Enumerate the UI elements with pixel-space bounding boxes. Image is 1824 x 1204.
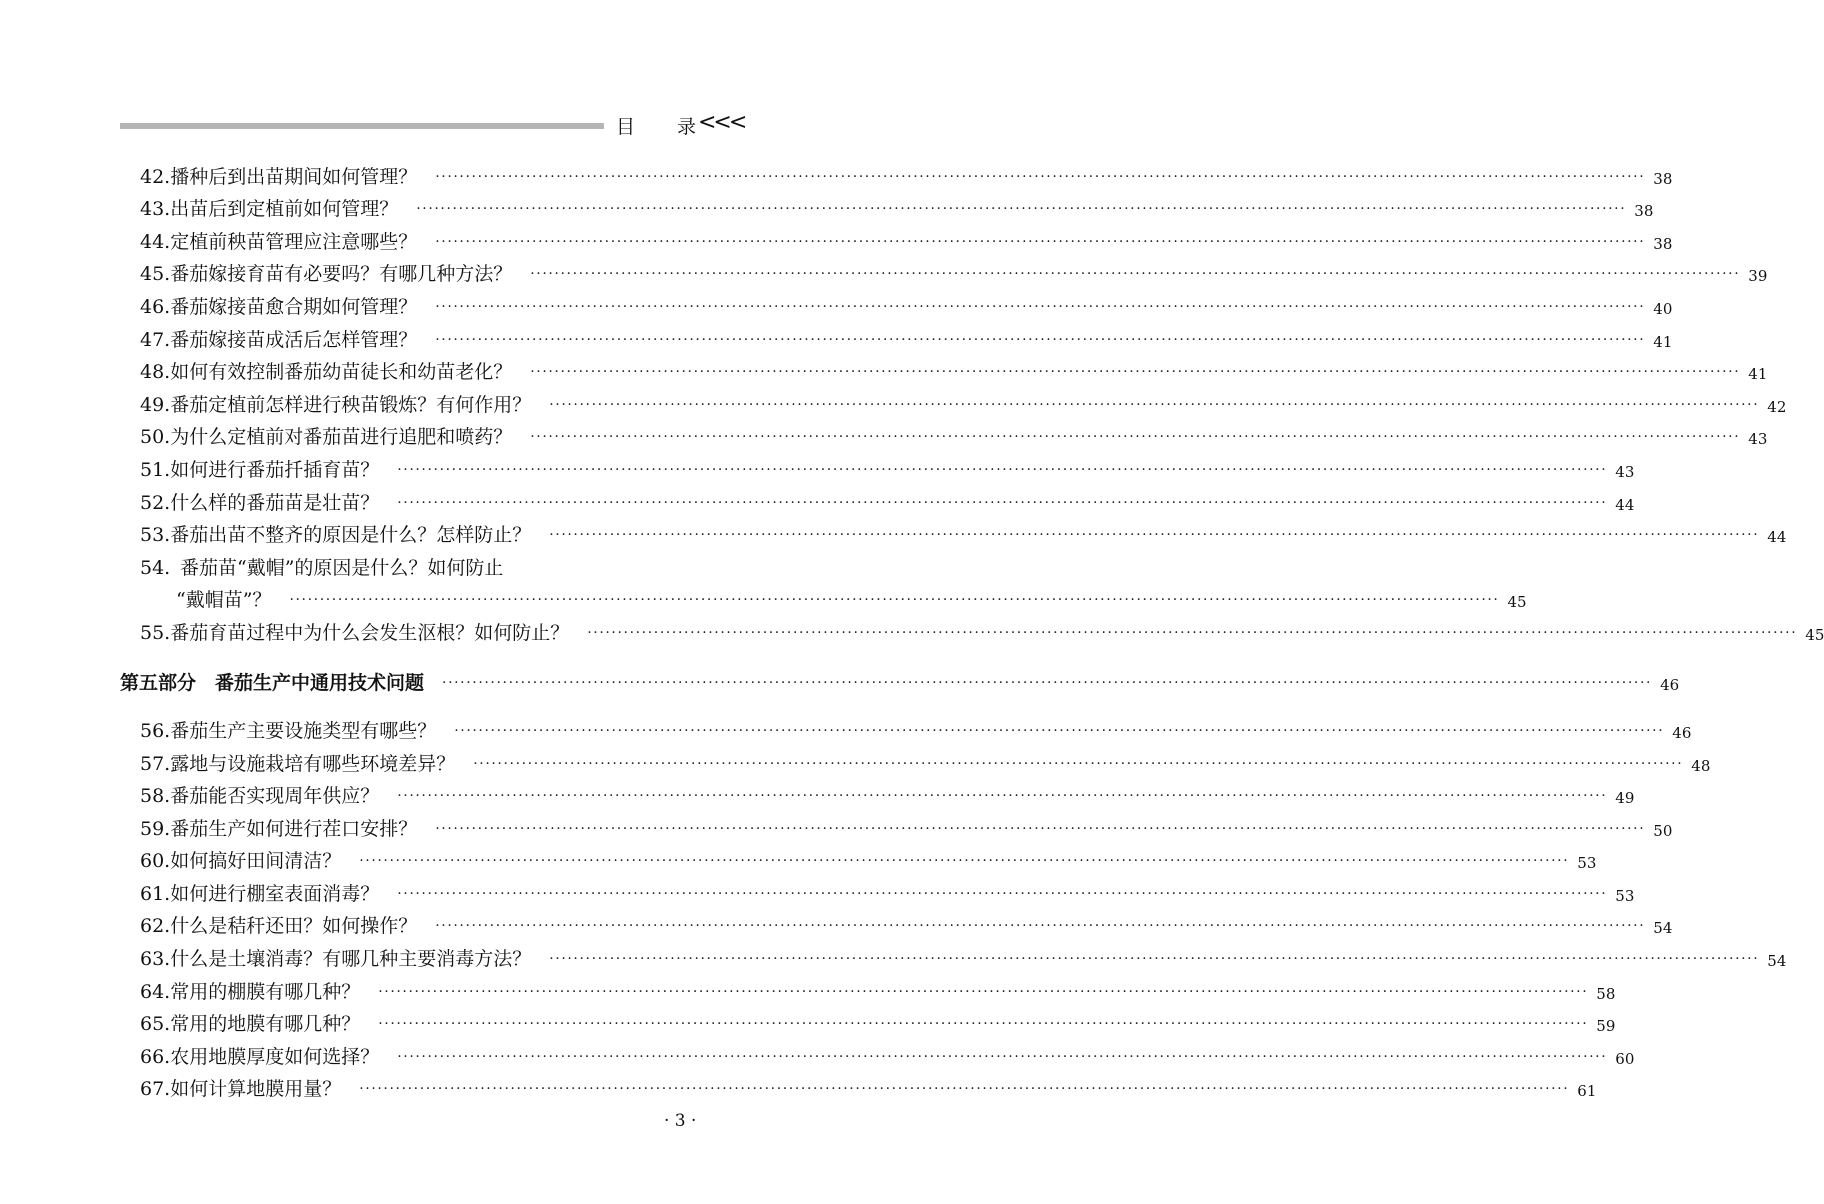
dot-leader: ········································································································································································································ xyxy=(530,429,1741,446)
toc-entry-number: 65. xyxy=(140,1013,171,1036)
toc-entry[interactable] xyxy=(120,415,1768,449)
dot-leader: ········································································································································································································ xyxy=(359,853,1570,870)
toc-entry-page: 45 xyxy=(1507,593,1527,612)
running-header xyxy=(120,110,745,140)
toc-entry[interactable] xyxy=(120,480,1635,514)
toc-entry[interactable] xyxy=(120,969,1616,1003)
toc-entry-number: 56. xyxy=(140,719,171,742)
toc-entry-title: 出苗后到定植前如何管理？ xyxy=(170,198,399,221)
toc-entry-page: 53 xyxy=(1577,854,1597,873)
toc-entry-page: 42 xyxy=(1767,397,1787,416)
dot-leader: ········································································································································································································ xyxy=(378,983,1589,1000)
toc-entry[interactable] xyxy=(120,1002,1616,1036)
dot-leader: ········································································································································································································ xyxy=(397,788,1608,805)
toc-entry-page: 53 xyxy=(1615,886,1635,905)
dot-leader: ········································································································································································································ xyxy=(454,722,1665,739)
header-title xyxy=(616,112,698,139)
toc-entry-page: 59 xyxy=(1596,1017,1616,1036)
toc-entry-number: 58. xyxy=(140,785,171,808)
dot-leader: ········································································································································································································ xyxy=(442,674,1653,691)
toc-entry-title: 番茄嫁接育苗有必要吗？有哪几种方法？ xyxy=(170,263,513,286)
toc-entry-page: 54 xyxy=(1767,952,1787,971)
dot-leader: ········································································································································································································ xyxy=(435,918,1646,935)
dot-leader: ········································································································································································································ xyxy=(530,364,1741,381)
toc-entry-title: 为什么定植前对番茄苗进行追肥和喷药？ xyxy=(170,426,513,449)
toc-entry[interactable] xyxy=(120,447,1635,481)
toc-entry-title: 番茄生产如何进行茬口安排？ xyxy=(170,817,418,840)
dot-leader: ········································································································································································································ xyxy=(378,1016,1589,1033)
toc-entry[interactable] xyxy=(120,187,1654,221)
toc-entry-page: 43 xyxy=(1748,430,1768,449)
dot-leader: ········································································································································································································ xyxy=(435,331,1646,348)
toc-entry-title: 常用的棚膜有哪几种？ xyxy=(170,980,361,1003)
toc-entry-title: 如何进行番茄扦插育苗？ xyxy=(170,458,380,481)
page-number: · 3 · xyxy=(664,1111,697,1131)
toc-entry[interactable] xyxy=(120,252,1768,286)
toc-entry-page: 46 xyxy=(1672,723,1692,742)
dot-leader: ········································································································································································································ xyxy=(289,592,1500,609)
toc-entry-number: 63. xyxy=(140,948,171,971)
dot-leader: ········································································································································································································ xyxy=(397,494,1608,511)
dot-leader: ········································································································································································································ xyxy=(435,820,1646,837)
toc-entry-page: 38 xyxy=(1634,202,1654,221)
toc-entry-page: 40 xyxy=(1653,299,1673,318)
toc-entry-number: 61. xyxy=(140,882,171,905)
toc-entry-number: 53. xyxy=(140,524,171,547)
toc-entry-number: 64. xyxy=(140,980,171,1003)
dot-leader: ········································································································································································································ xyxy=(530,266,1741,283)
toc-entry-number: 67. xyxy=(140,1078,171,1101)
toc-entry-number: 42. xyxy=(140,165,171,188)
toc-entry[interactable] xyxy=(120,839,1597,873)
toc-entry-number: 50. xyxy=(140,426,171,449)
toc-entry[interactable] xyxy=(120,1067,1597,1101)
toc-entry[interactable] xyxy=(120,806,1673,840)
toc-entry[interactable] xyxy=(120,578,1527,612)
toc-entry-title: “戴帽苗”？ xyxy=(176,589,272,612)
toc-entry-title: 番茄生产主要设施类型有哪些？ xyxy=(170,719,437,742)
toc-entry-title: 番茄苗“戴帽”的原因是什么？如何防止 xyxy=(180,556,504,579)
toc-entry[interactable] xyxy=(120,936,1787,971)
toc-entry-number: 45. xyxy=(140,263,171,286)
toc-entry[interactable] xyxy=(120,154,1673,188)
toc-entry-title: 如何有效控制番茄幼苗徒长和幼苗老化？ xyxy=(170,361,513,384)
toc-entry-title: 什么是秸秆还田？如何操作？ xyxy=(170,915,418,938)
dot-leader: ········································································································································································································ xyxy=(359,1081,1570,1098)
toc-entry-page: 58 xyxy=(1596,984,1616,1003)
toc-entry-number: 66. xyxy=(140,1045,171,1068)
toc-entry-page: 39 xyxy=(1748,267,1768,286)
toc-entry[interactable] xyxy=(120,904,1673,938)
toc-entry-page: 41 xyxy=(1748,365,1768,384)
toc-entry-number: 43. xyxy=(140,198,171,221)
toc-entry-number: 47. xyxy=(140,328,171,351)
toc-entry-page: 54 xyxy=(1653,919,1673,938)
dot-leader: ········································································································································································································ xyxy=(416,201,1627,218)
toc-entry-title: 农用地膜厚度如何选择？ xyxy=(170,1045,380,1068)
toc-entry-number: 49. xyxy=(140,393,171,416)
toc-entry-title: 常用的地膜有哪几种？ xyxy=(170,1013,361,1036)
toc-entry[interactable] xyxy=(120,219,1673,253)
toc-entry[interactable] xyxy=(120,610,1824,644)
toc-entry[interactable] xyxy=(120,513,1787,547)
toc-entry-title: 如何进行棚室表面消毒？ xyxy=(170,882,380,905)
dot-leader: ········································································································································································································ xyxy=(435,298,1646,315)
dot-leader: ········································································································································································································ xyxy=(549,527,1760,544)
toc-entry[interactable] xyxy=(120,1034,1635,1068)
toc-entry[interactable] xyxy=(120,871,1635,905)
dot-leader: ········································································································································································································ xyxy=(397,885,1608,902)
toc-entry-title: 第五部分 番茄生产中通用技术问题 xyxy=(120,671,425,694)
toc-entry-number: 60. xyxy=(140,850,171,873)
toc-entry-page: 44 xyxy=(1615,495,1635,514)
dot-leader: ········································································································································································································ xyxy=(587,624,1798,641)
toc-entry-title: 番茄育苗过程中为什么会发生沤根？如何防止？ xyxy=(170,621,570,644)
chevrons-icon: <<< xyxy=(698,110,745,135)
toc-entry-title: 播种后到出苗期间如何管理？ xyxy=(170,165,418,188)
toc-entry-page: 43 xyxy=(1615,462,1635,481)
toc-entry-number: 62. xyxy=(140,915,171,938)
toc-entry[interactable] xyxy=(120,317,1673,351)
toc-entry-page: 38 xyxy=(1653,234,1673,253)
toc-entry-title: 如何计算地膜用量？ xyxy=(170,1078,342,1101)
toc-entry-page: 46 xyxy=(1660,675,1680,694)
toc-entry-page: 49 xyxy=(1615,789,1635,808)
toc-entry-title: 番茄能否实现周年供应？ xyxy=(170,785,380,808)
toc-entry-number: 57. xyxy=(140,752,171,775)
toc-entry-number: 46. xyxy=(140,295,171,318)
toc-entry-page: 61 xyxy=(1577,1082,1597,1101)
toc-entry-number: 54. xyxy=(140,556,171,579)
toc-entry-title: 露地与设施栽培有哪些环境差异？ xyxy=(170,752,456,775)
header-title-char-1: 目 xyxy=(616,116,638,138)
toc-entry[interactable] xyxy=(120,741,1711,775)
toc-entry-number: 48. xyxy=(140,361,171,384)
dot-leader: ········································································································································································································ xyxy=(435,168,1646,185)
toc-entry-page: 44 xyxy=(1767,528,1787,547)
toc-entry-number: 59. xyxy=(140,817,171,840)
toc-entry-number: 51. xyxy=(140,458,171,481)
dot-leader: ········································································································································································································ xyxy=(473,755,1684,772)
toc-entry-title: 番茄嫁接苗成活后怎样管理？ xyxy=(170,328,418,351)
toc-entry-title: 什么是土壤消毒？有哪几种主要消毒方法？ xyxy=(170,948,532,971)
toc-entry-title: 定植前秧苗管理应注意哪些？ xyxy=(170,230,418,253)
dot-leader: ········································································································································································································ xyxy=(397,461,1608,478)
toc-entry-title: 番茄出苗不整齐的原因是什么？怎样防止？ xyxy=(170,524,532,547)
toc-entry[interactable] xyxy=(120,284,1673,318)
toc-section-heading[interactable] xyxy=(120,643,1680,694)
dot-leader: ········································································································································································································ xyxy=(549,396,1760,413)
dot-leader: ········································································································································································································ xyxy=(397,1048,1608,1065)
toc-entry[interactable] xyxy=(120,350,1768,384)
toc-entry-title: 番茄定植前怎样进行秧苗锻炼？有何作用？ xyxy=(170,393,532,416)
toc-entry-title: 什么样的番茄苗是壮苗？ xyxy=(170,491,380,514)
toc-entry-page: 41 xyxy=(1653,332,1673,351)
toc-entry-title: 番茄嫁接苗愈合期如何管理？ xyxy=(170,295,418,318)
table-of-contents xyxy=(120,154,1824,1101)
header-rule xyxy=(120,123,604,129)
toc-entry[interactable] xyxy=(120,382,1787,416)
header-title-char-2: 录 xyxy=(677,116,699,138)
dot-leader: ········································································································································································································ xyxy=(549,951,1760,968)
toc-entry[interactable] xyxy=(120,774,1635,808)
toc-entry-page: 50 xyxy=(1653,821,1673,840)
toc-entry[interactable] xyxy=(120,693,1692,742)
dot-leader: ········································································································································································································ xyxy=(435,233,1646,250)
toc-entry-page: 45 xyxy=(1805,625,1824,644)
toc-entry-title: 如何搞好田间清洁？ xyxy=(170,850,342,873)
toc-entry[interactable] xyxy=(120,545,732,578)
toc-entry-number: 44. xyxy=(140,230,171,253)
toc-entry-page: 48 xyxy=(1691,756,1711,775)
toc-entry-page: 60 xyxy=(1615,1049,1635,1068)
toc-entry-number: 55. xyxy=(140,621,171,644)
toc-entry-page: 38 xyxy=(1653,169,1673,188)
toc-entry-number: 52. xyxy=(140,491,171,514)
